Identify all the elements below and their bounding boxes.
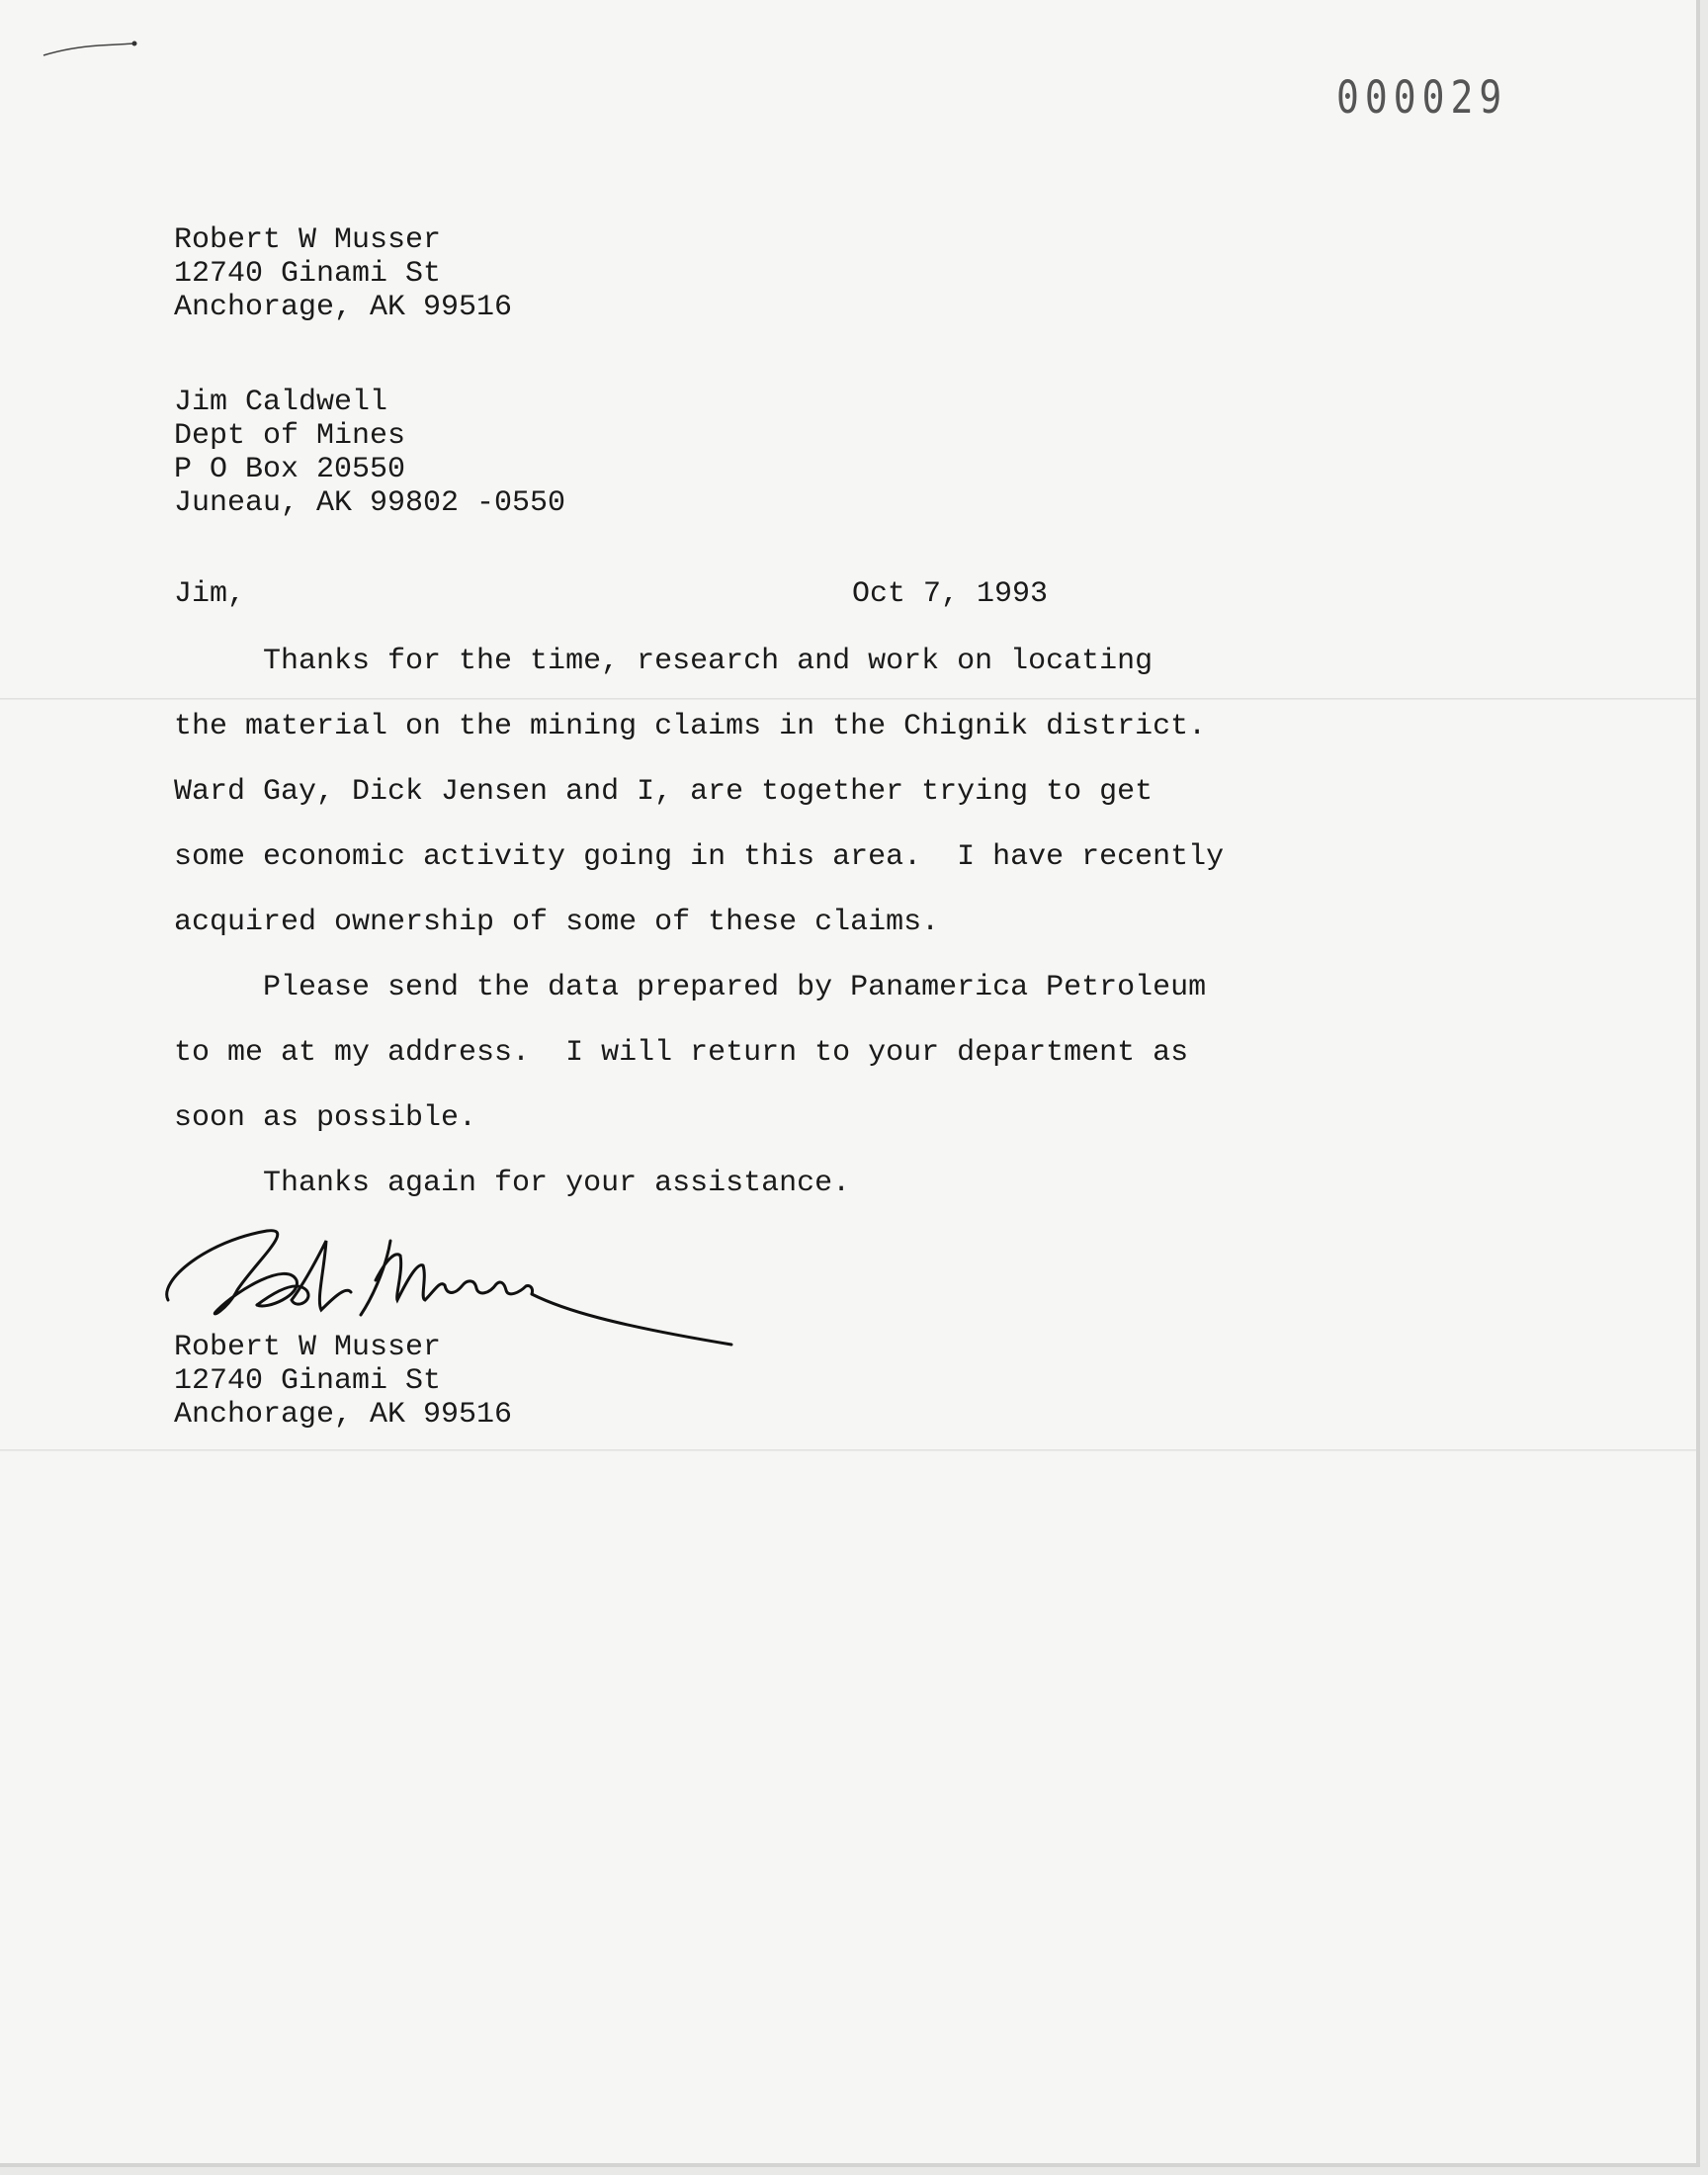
sender-city: Anchorage, AK 99516 bbox=[174, 291, 513, 324]
sender-address bbox=[174, 223, 512, 324]
sender-name: Robert W Musser bbox=[174, 223, 442, 257]
body-line: Please send the data prepared by Panamerica Petroleum bbox=[174, 971, 1207, 1004]
recipient-box: P O Box 20550 bbox=[174, 453, 406, 486]
sender-street: 12740 Ginami St bbox=[174, 257, 442, 291]
body-line: soon as possible. bbox=[174, 1101, 477, 1135]
body-line: some economic activity going in this area. I have recently bbox=[174, 840, 1225, 874]
closing-street: 12740 Ginami St bbox=[174, 1364, 442, 1398]
body-line: Thanks for the time, research and work on locating bbox=[174, 645, 1153, 678]
recipient-city: Juneau, AK 99802 -0550 bbox=[174, 486, 566, 520]
body-line: to me at my address. I will return to your department as bbox=[174, 1036, 1189, 1070]
body-line: acquired ownership of some of these claims. bbox=[174, 906, 940, 939]
recipient-name: Jim Caldwell bbox=[174, 386, 388, 419]
salutation: Jim, bbox=[174, 577, 246, 611]
pen-mark bbox=[40, 40, 138, 59]
document-number: 000029 bbox=[1336, 71, 1508, 124]
recipient-org: Dept of Mines bbox=[174, 419, 406, 453]
body-paragraph-2 bbox=[174, 955, 1419, 1151]
closing-name: Robert W Musser bbox=[174, 1331, 442, 1364]
letter-date: Oct 7, 1993 bbox=[852, 577, 1049, 611]
closing-address bbox=[174, 1331, 512, 1432]
body-line: Ward Gay, Dick Jensen and I, are together trying to get bbox=[174, 775, 1153, 809]
recipient-address bbox=[174, 386, 565, 520]
body-paragraph-1 bbox=[174, 629, 1419, 955]
closing-city: Anchorage, AK 99516 bbox=[174, 1398, 513, 1432]
body-line: the material on the mining claims in the Chignik district. bbox=[174, 710, 1207, 743]
body-line: Thanks again for your assistance. bbox=[174, 1167, 851, 1200]
fold-line bbox=[0, 1449, 1696, 1451]
